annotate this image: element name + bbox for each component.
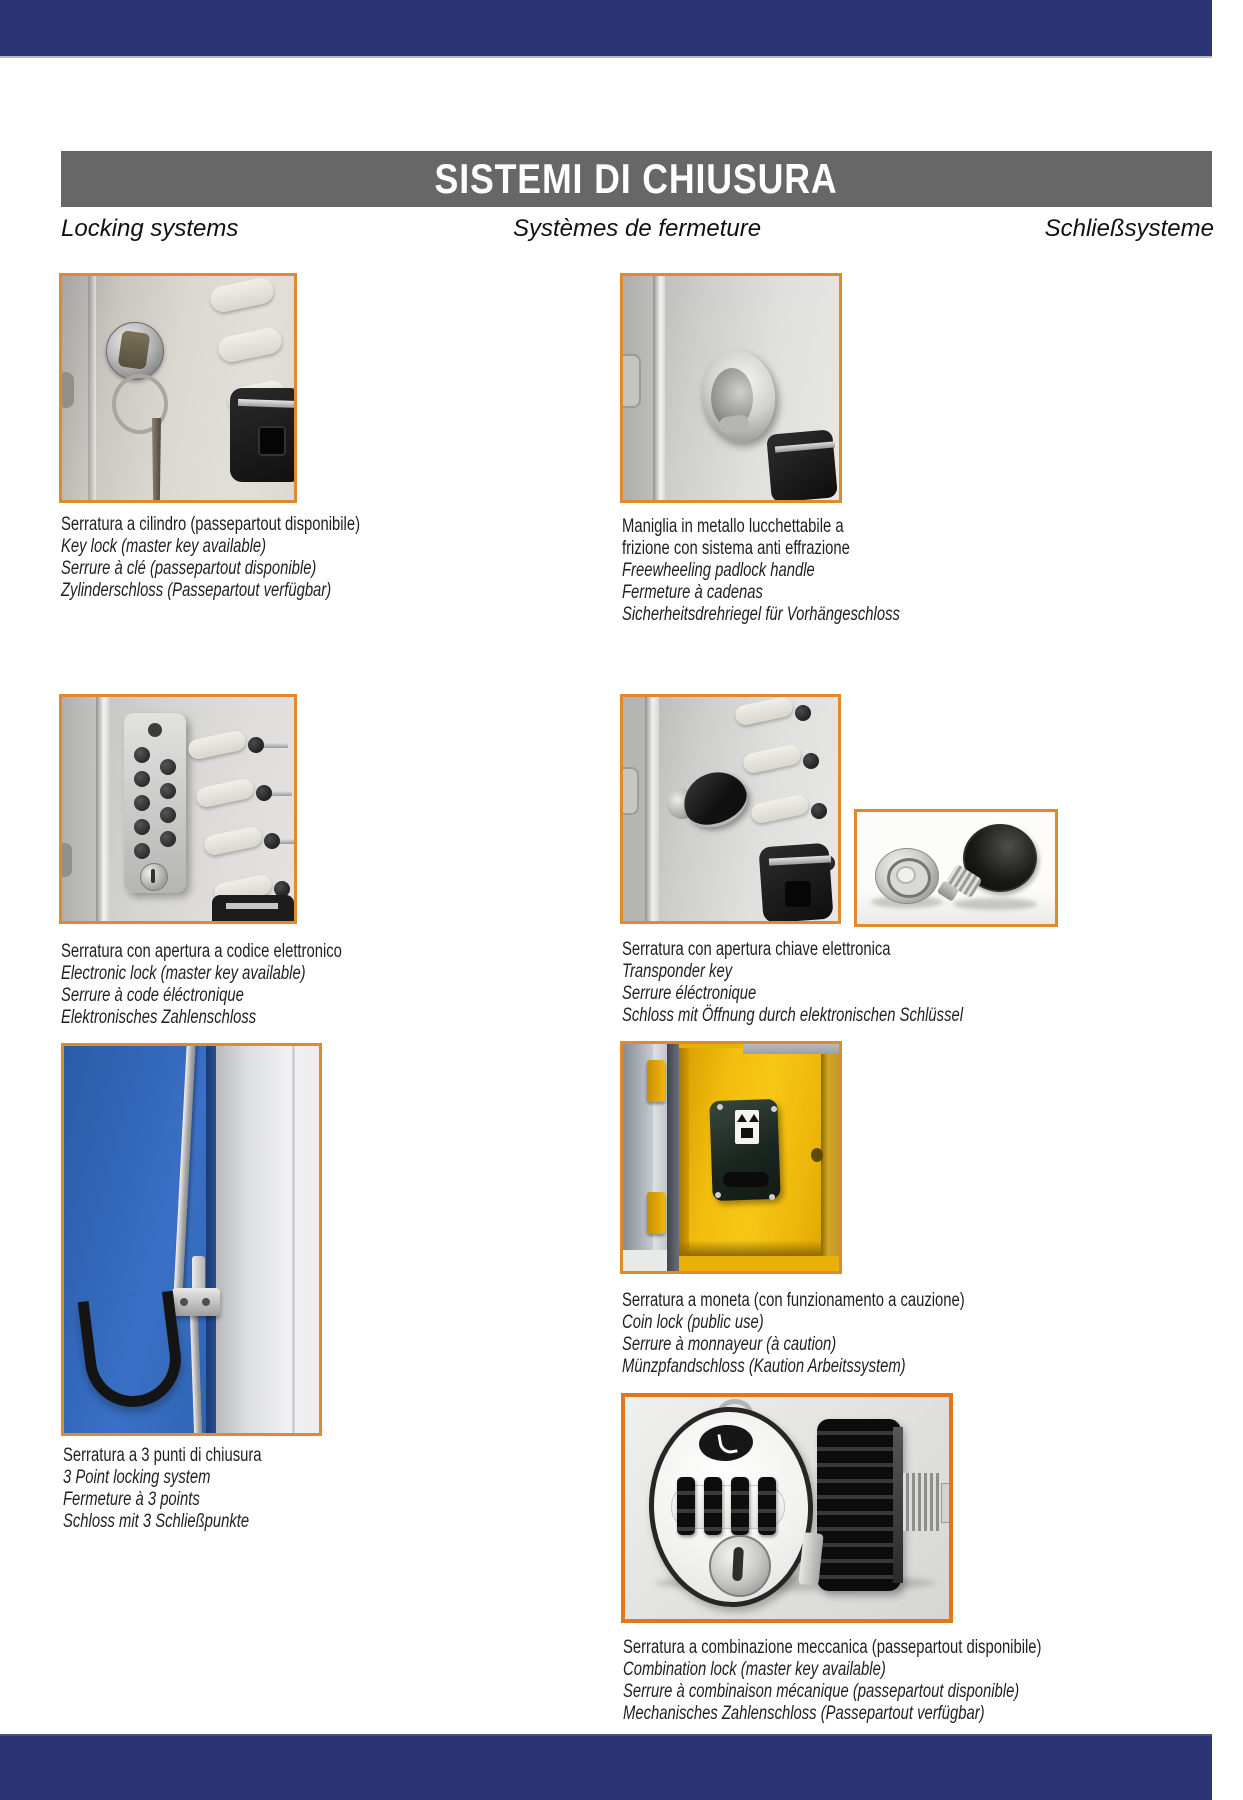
keyhole-slot (732, 1547, 744, 1581)
caption-line-fr: Serrure à code éléctronique (61, 985, 244, 1006)
screw (715, 1192, 721, 1198)
hinge (647, 1060, 665, 1102)
door-shadow (679, 1240, 821, 1256)
door-latch (766, 429, 838, 502)
subtitle-german: Schließsysteme (1044, 215, 1214, 242)
caption-line-de: Zylinderschloss (Passepartout verfügbar) (61, 580, 332, 601)
caption-line-fr: Serrure éléctronique (622, 983, 757, 1004)
screw (771, 1106, 777, 1112)
handle-recess (59, 372, 74, 408)
keypad-button (134, 843, 150, 859)
caption-transponder-key-lock (622, 939, 963, 1027)
keypad-button (160, 759, 176, 775)
caption-line-de: Elektronisches Zahlenschloss (61, 1007, 257, 1028)
vent-slot (742, 743, 803, 775)
threaded-shaft (903, 1473, 941, 1531)
vent-slot (195, 777, 256, 809)
shadow (953, 898, 1037, 910)
key-bow (118, 330, 151, 370)
caption-line-fr: Serrure à clé (passepartout disponible) (61, 558, 317, 579)
subtitle-french: Systèmes de fermeture (512, 215, 762, 242)
arrow-up-icon (749, 1114, 759, 1122)
caption-line-de: Schloss mit Öffnung durch elektronischen Schlüssel (622, 1005, 964, 1026)
photo-three-point-locking (61, 1043, 322, 1436)
caption-line-de: Sicherheitsdrehriegel für Vorhängeschloss (622, 604, 900, 625)
keypad-button (134, 747, 150, 763)
caption-line-fr: Serrure à combinaison mécanique (passepartout disponible) (623, 1681, 1020, 1702)
caption-line-it: Serratura con apertura a codice elettronico (61, 941, 342, 962)
top-banner-bar (0, 0, 1212, 58)
photo-coin-lock (620, 1041, 842, 1274)
photo-transponder-key-detail (854, 809, 1058, 927)
hinge-recess (59, 843, 72, 877)
caption-line-en: Coin lock (public use) (622, 1312, 764, 1333)
door-frame (216, 1046, 319, 1433)
caption-padlock-handle (622, 516, 900, 626)
lock-body-side-view (817, 1419, 901, 1591)
door-knob (811, 1148, 823, 1162)
vent-knob (256, 785, 272, 801)
vent-slot (187, 729, 248, 761)
screw (202, 1298, 210, 1306)
caption-line-en: 3 Point locking system (63, 1467, 211, 1488)
keypad-button (160, 831, 176, 847)
vent-knob (811, 803, 827, 819)
number-wheel (677, 1477, 695, 1535)
number-wheel (731, 1477, 749, 1535)
number-wheel (758, 1477, 776, 1535)
door-edge (653, 276, 665, 500)
transponder-key-head (675, 763, 754, 836)
keypad-button (134, 819, 150, 835)
caption-electronic-code-lock (61, 941, 342, 1029)
caption-line-it: Serratura a combinazione meccanica (passepartout disponibile) (623, 1637, 1042, 1658)
keypad-button (134, 795, 150, 811)
keypad-button (160, 807, 176, 823)
caption-line-it: frizione con sistema anti effrazione (622, 538, 850, 559)
caption-line-it: Serratura a cilindro (passepartout disponibile) (61, 514, 361, 535)
vent-slot (750, 793, 811, 825)
caption-line-it: Maniglia in metallo lucchettabile a (622, 516, 844, 537)
page-title: SISTEMI DI CHIUSURA (435, 155, 838, 202)
caption-combination-lock (623, 1637, 1041, 1725)
subtitle-english: Locking systems (61, 215, 239, 242)
caption-line-en: Combination lock (master key available) (623, 1659, 886, 1680)
latch-hole (785, 881, 811, 907)
top-rail (743, 1044, 839, 1054)
coin-slot (741, 1128, 753, 1138)
photo-key-lock (59, 273, 297, 503)
hinge (647, 1192, 665, 1234)
keypad-logo (148, 723, 162, 737)
cabinet-interior (623, 1250, 667, 1271)
handle-recess (620, 767, 639, 815)
vent-slot (216, 326, 284, 365)
photo-electronic-code-lock (59, 694, 297, 924)
vent-knob (264, 833, 280, 849)
screw (717, 1104, 723, 1110)
caption-line-de: Mechanisches Zahlenschloss (Passepartout verfügbar) (623, 1703, 985, 1724)
keypad-button (134, 771, 150, 787)
arrow-up-icon (737, 1114, 747, 1122)
caption-line-fr: Fermeture à cadenas (622, 582, 763, 603)
door-edge (96, 697, 110, 921)
caption-line-it: Serratura con apertura chiave elettronica (622, 939, 891, 960)
lock-body-edge (893, 1427, 903, 1583)
caption-key-lock (61, 514, 360, 602)
vent-knob (803, 753, 819, 769)
door-panel (62, 697, 96, 921)
vent-knob (248, 737, 264, 753)
caption-three-point-locking (63, 1445, 262, 1533)
open-door-gap (667, 1044, 679, 1271)
adjacent-panel (821, 1054, 839, 1256)
caption-line-en: Transponder key (622, 961, 733, 982)
keyhole-slot (151, 869, 155, 883)
latch-hole (258, 426, 286, 456)
keypad-button (160, 783, 176, 799)
screw (180, 1298, 188, 1306)
title-bar (61, 151, 1212, 207)
caption-line-en: Electronic lock (master key available) (61, 963, 306, 984)
photo-padlock-handle (620, 273, 842, 503)
caption-line-fr: Serrure à monnayeur (à caution) (622, 1334, 837, 1355)
caption-line-de: Münzpfandschloss (Kaution Arbeitssystem) (622, 1356, 906, 1377)
vent-slot (734, 695, 795, 727)
vent-knob (795, 705, 811, 721)
caption-coin-lock (622, 1290, 965, 1378)
number-wheel (704, 1477, 722, 1535)
cylinder-core (896, 866, 916, 884)
vent-slot (208, 276, 276, 315)
key-blade (152, 418, 161, 503)
handle-recess (620, 354, 641, 408)
door-edge (645, 697, 659, 921)
caption-line-de: Schloss mit 3 Schließpunkte (63, 1511, 250, 1532)
lock-handle (723, 1172, 769, 1187)
rod-guide (192, 1256, 205, 1292)
door-lip (679, 1048, 689, 1256)
door-edge (88, 276, 96, 500)
caption-line-it: Serratura a moneta (con funzionamento a cauzione) (622, 1290, 965, 1311)
door-seam (206, 1046, 216, 1433)
bottom-banner-bar (0, 1734, 1212, 1800)
shaft-cap (941, 1483, 951, 1523)
photo-transponder-key-lock (620, 694, 841, 924)
caption-line-en: Key lock (master key available) (61, 536, 267, 557)
caption-line-fr: Fermeture à 3 points (63, 1489, 200, 1510)
latch-bar (226, 903, 278, 909)
photo-combination-lock (621, 1393, 953, 1623)
screw (769, 1194, 775, 1200)
frame-line (292, 1046, 295, 1433)
caption-line-it: Serratura a 3 punti di chiusura (63, 1445, 262, 1466)
vent-slot (203, 825, 264, 857)
caption-line-en: Freewheeling padlock handle (622, 560, 815, 581)
